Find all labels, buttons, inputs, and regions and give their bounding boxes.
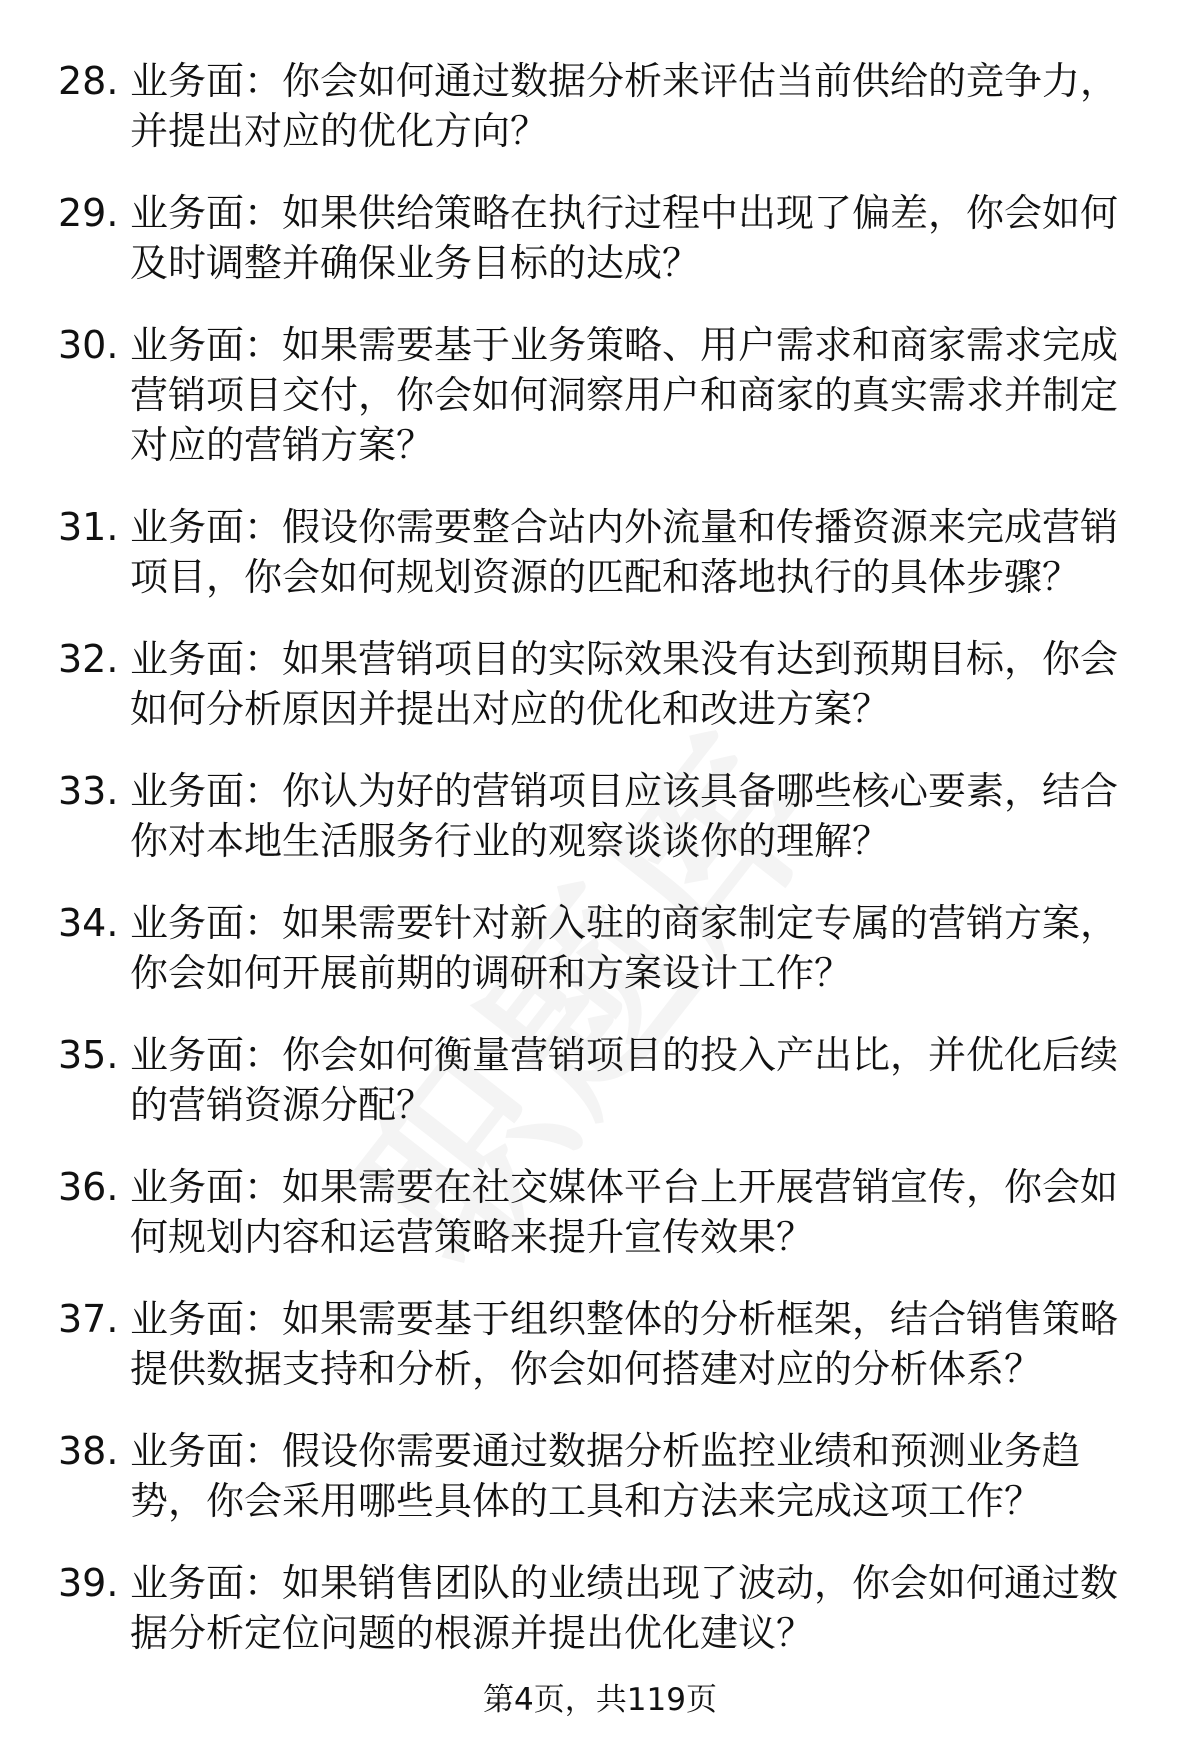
list-item bbox=[58, 1030, 1148, 1130]
list-item bbox=[58, 188, 1148, 288]
question-text: 业务面：如果需要基于业务策略、用户需求和商家需求完成营销项目交付，你会如何洞察用户和商家的真实需求并制定对应的营销方案？ bbox=[130, 323, 1119, 467]
list-item bbox=[58, 634, 1148, 734]
question-number: 34. bbox=[58, 901, 119, 945]
question-text: 业务面：你会如何衡量营销项目的投入产出比，并优化后续的营销资源分配？ bbox=[130, 1033, 1119, 1127]
question-number: 39. bbox=[58, 1561, 119, 1605]
question-number: 29. bbox=[58, 191, 119, 235]
question-number: 33. bbox=[58, 769, 119, 813]
page-number: 第4页，共119页 bbox=[483, 1682, 717, 1718]
question-number: 28. bbox=[58, 59, 119, 103]
question-number: 35. bbox=[58, 1033, 119, 1077]
question-number: 36. bbox=[58, 1165, 119, 1209]
question-text: 业务面：假设你需要通过数据分析监控业绩和预测业务趋势，你会采用哪些具体的工具和方法来完成这项工作？ bbox=[130, 1429, 1081, 1523]
list-item bbox=[58, 1558, 1148, 1658]
question-text: 业务面：你认为好的营销项目应该具备哪些核心要素，结合你对本地生活服务行业的观察谈谈你的理解？ bbox=[130, 769, 1119, 863]
list-item bbox=[58, 502, 1148, 602]
question-text: 业务面：你会如何通过数据分析来评估当前供给的竞争力，并提出对应的优化方向？ bbox=[130, 59, 1119, 153]
question-list bbox=[58, 56, 1148, 1690]
question-number: 32. bbox=[58, 637, 119, 681]
question-text: 业务面：如果需要基于组织整体的分析框架，结合销售策略提供数据支持和分析，你会如何搭建对应的分析体系？ bbox=[130, 1297, 1119, 1391]
list-item bbox=[58, 898, 1148, 998]
question-text: 业务面：如果营销项目的实际效果没有达到预期目标，你会如何分析原因并提出对应的优化和改进方案？ bbox=[130, 637, 1119, 731]
question-text: 业务面：如果需要针对新入驻的商家制定专属的营销方案，你会如何开展前期的调研和方案设计工作？ bbox=[130, 901, 1119, 995]
question-number: 37. bbox=[58, 1297, 119, 1341]
question-text: 业务面：如果需要在社交媒体平台上开展营销宣传，你会如何规划内容和运营策略来提升宣传效果？ bbox=[130, 1165, 1119, 1259]
question-number: 38. bbox=[58, 1429, 119, 1473]
list-item bbox=[58, 56, 1148, 156]
list-item bbox=[58, 320, 1148, 470]
question-number: 30. bbox=[58, 323, 119, 367]
list-item bbox=[58, 1426, 1148, 1526]
question-number: 31. bbox=[58, 505, 119, 549]
list-item bbox=[58, 1294, 1148, 1394]
list-item bbox=[58, 766, 1148, 866]
question-text: 业务面：如果供给策略在执行过程中出现了偏差，你会如何及时调整并确保业务目标的达成？ bbox=[130, 191, 1119, 285]
question-text: 业务面：假设你需要整合站内外流量和传播资源来完成营销项目，你会如何规划资源的匹配和落地执行的具体步骤？ bbox=[130, 505, 1119, 599]
question-text: 业务面：如果销售团队的业绩出现了波动，你会如何通过数据分析定位问题的根源并提出优化建议？ bbox=[130, 1561, 1119, 1655]
list-item bbox=[58, 1162, 1148, 1262]
